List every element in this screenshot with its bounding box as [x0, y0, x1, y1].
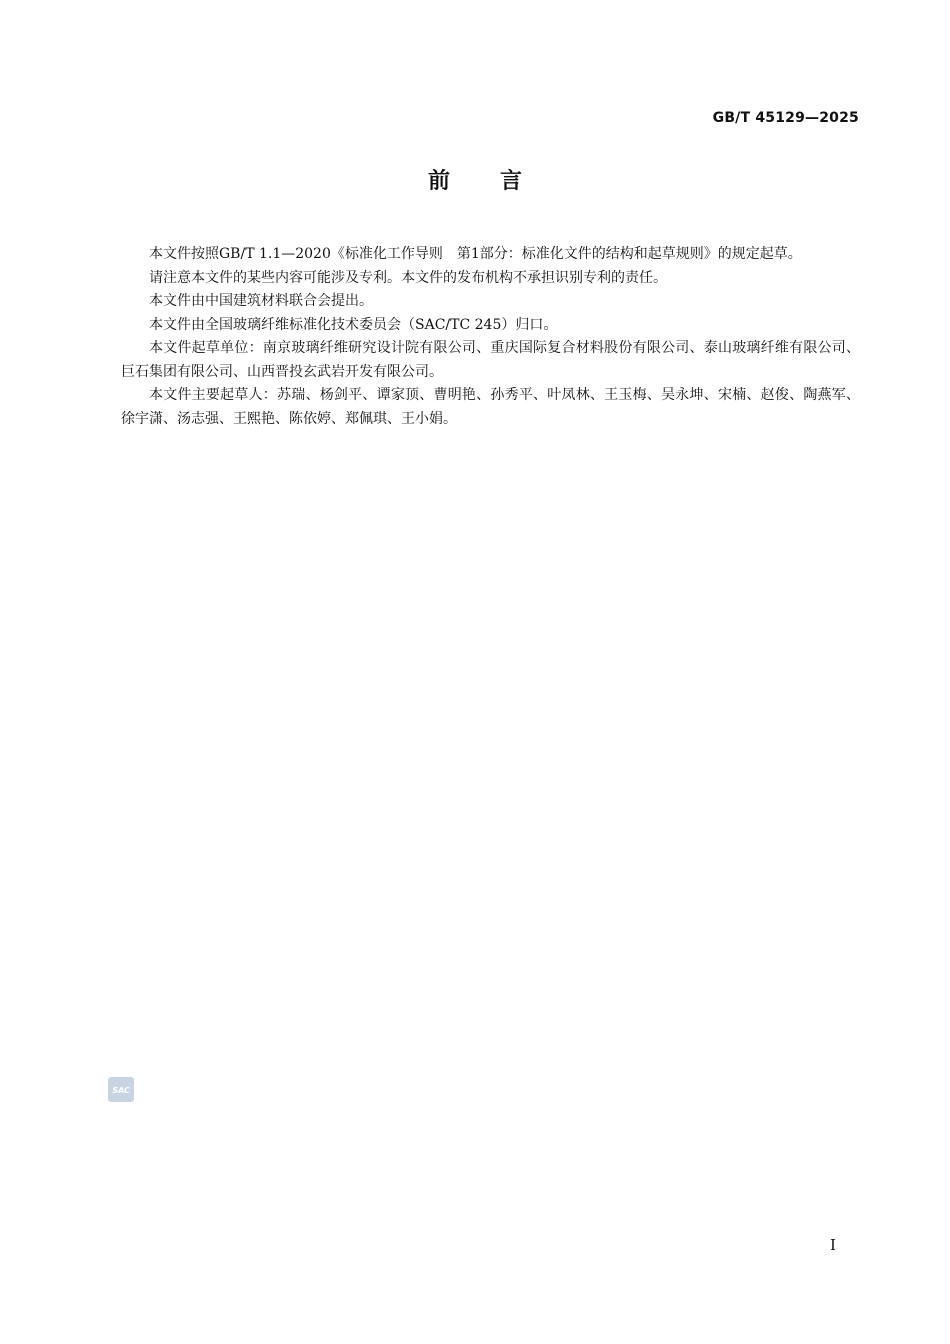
page-title: 前言 — [427, 169, 572, 194]
sac-watermark-logo — [108, 1077, 134, 1102]
paragraph-drafting-rules: 本文件按照GB/T 1.1—2020《标准化工作导则 第1部分：标准化文件的结构和起草规则》的规定起草。 — [149, 246, 802, 262]
sac-watermark-text: SAC — [112, 1086, 130, 1095]
standard-code: GB/T 45129—2025 — [712, 110, 859, 126]
paragraph-proposer: 本文件由中国建筑材料联合会提出。 — [149, 293, 373, 309]
paragraph-technical-committee: 本文件由全国玻璃纤维标准化技术委员会（SAC/TC 245）归口。 — [149, 316, 558, 333]
preface-body — [121, 243, 860, 431]
paragraph-patent-notice: 请注意本文件的某些内容可能涉及专利。本文件的发布机构不承担识别专利的责任。 — [149, 269, 667, 286]
page-number: I — [830, 1236, 836, 1254]
paragraph-main-drafters: 本文件主要起草人：苏瑞、杨剑平、谭家顶、曹明艳、孙秀平、叶凤林、王玉梅、吴永坤、宋楠、赵俊、陶燕军、徐宇潇、汤志强、王熙艳、陈依婷、郑佩琪、王小娟。 — [121, 387, 860, 427]
paragraph-drafting-units: 本文件起草单位：南京玻璃纤维研究设计院有限公司、重庆国际复合材料股份有限公司、泰山玻璃纤维有限公司、巨石集团有限公司、山西晋投玄武岩开发有限公司。 — [121, 340, 860, 380]
